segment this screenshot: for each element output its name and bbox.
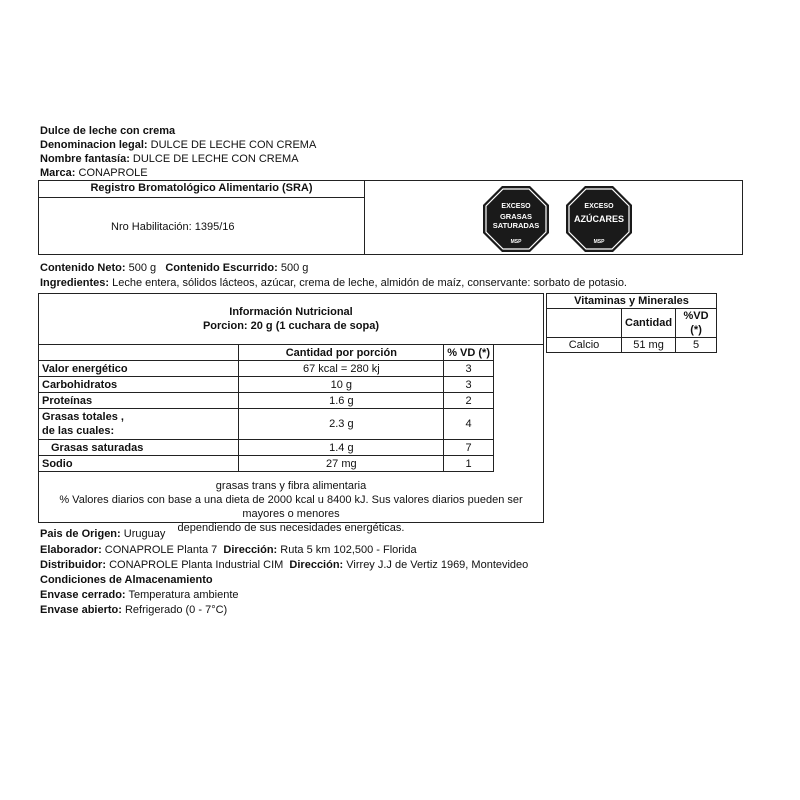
- table-row: Valor energético 67 kcal = 280 kj 3: [39, 361, 494, 377]
- ingredients: Ingredientes: Leche entera, sólidos lácteos, azúcar, crema de leche, almidón de maíz, conservante: sorbato de potasio.: [40, 277, 627, 289]
- registry-box: [38, 180, 743, 255]
- warning-octagon-grasas: [482, 185, 550, 253]
- nutrition-footnote: grasas trans y fibra alimentaria % Valores diarios con base a una dieta de 2000 kcal u 8400 kJ. Sus valores diarios pueden ser mayores o menores dependiendo de sus necesidades energéticas.: [59, 480, 523, 534]
- nutrition-portion: Porcion: 20 g (1 cuchara de sopa): [202, 320, 380, 332]
- table-row: Calcio 51 mg 5: [547, 338, 717, 353]
- warning-octagon-azucares: [565, 185, 633, 253]
- table-header-row: [39, 345, 494, 361]
- warning-top: EXCESO: [584, 203, 614, 210]
- table-row: Carbohidratos 10 g 3: [39, 377, 494, 393]
- storage-open: Envase abierto: Refrigerado (0 - 7°C): [40, 604, 228, 616]
- storage-title: Condiciones de Almacenamiento: [40, 574, 213, 586]
- table-row: Proteínas 1.6 g 2: [39, 393, 494, 409]
- table-row: Sodio 27 mg 1: [39, 456, 494, 472]
- registry-left: [39, 181, 365, 254]
- table-row: Grasas saturadas 1.4 g 7: [39, 440, 494, 456]
- registry-header: Registro Bromatológico Alimentario (SRA): [39, 181, 364, 198]
- warning-line1: AZÚCARES: [573, 214, 624, 224]
- fantasy-name: Nombre fantasía: DULCE DE LECHE CON CREMA: [40, 153, 299, 165]
- net-content: Contenido Neto: 500 g Contenido Escurrido: 500 g: [40, 262, 309, 274]
- col-amount: Cantidad por porción: [239, 345, 444, 361]
- registry-value: Nro Habilitación: 1395/16: [111, 221, 235, 233]
- vit-col-vd: %VD (*): [676, 309, 717, 338]
- warning-footer: MSP: [510, 239, 522, 245]
- nutrition-rows: [39, 345, 494, 472]
- warning-line2: SATURADAS: [492, 221, 540, 230]
- maker: Elaborador: CONAPROLE Planta 7 Dirección: Ruta 5 km 102,500 - Florida: [40, 544, 417, 556]
- vit-col-amount: Cantidad: [622, 309, 676, 338]
- warning-footer: MSP: [593, 239, 605, 245]
- brand: Marca: CONAPROLE: [40, 167, 148, 179]
- table-row: Grasas totales , de las cuales: 2.3 g 4: [39, 409, 494, 440]
- origin: Pais de Origen: Uruguay: [40, 528, 166, 540]
- product-name: Dulce de leche con crema: [40, 125, 176, 137]
- warning-line1: GRASAS: [499, 212, 533, 221]
- vitamins-table: [546, 293, 717, 353]
- vitamins-title: Vitaminas y Minerales: [547, 294, 717, 309]
- warning-top: EXCESO: [501, 203, 531, 210]
- legal-name: Denominacion legal: DULCE DE LECHE CON CREMA: [40, 139, 317, 151]
- col-vd: % VD (*): [444, 345, 494, 361]
- distributor: Distribuidor: CONAPROLE Planta Industrial CIM Dirección: Virrey J.J de Vertiz 1969, Montevideo: [40, 559, 529, 571]
- nutrition-title: Información Nutricional: [229, 306, 353, 318]
- storage-closed: Envase cerrado: Temperatura ambiente: [40, 589, 239, 601]
